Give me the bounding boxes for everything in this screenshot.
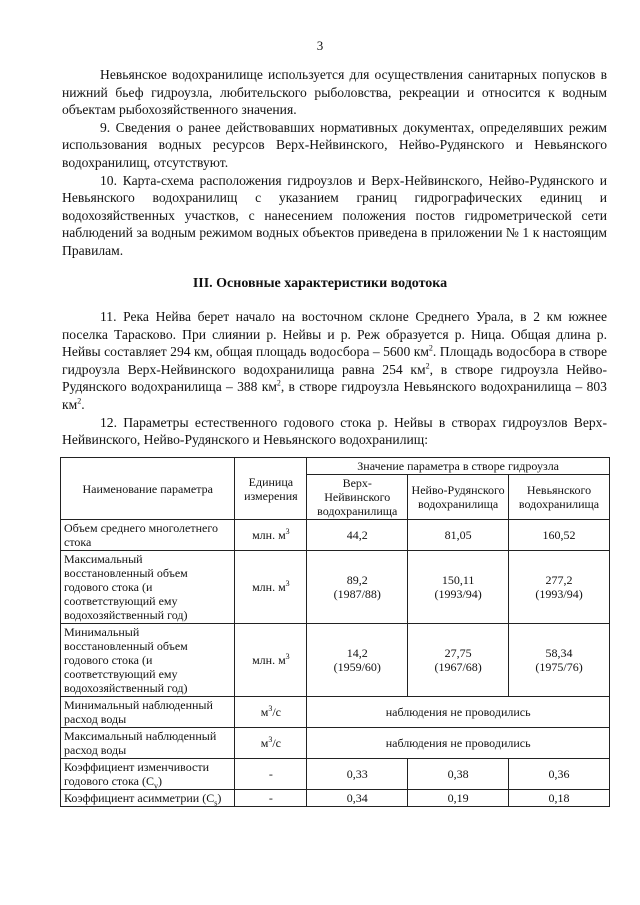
row-name: Минимальный восстановленный объем годового стока (и соответствующий ему водохозяйственный год) [61,624,235,697]
row-value: 0,18 [509,790,610,807]
section-heading: III. Основные характеристики водотока [192,276,448,291]
row-value: 58,34 (1975/76) [509,624,610,697]
row-value: 81,05 [408,520,509,551]
paragraph-10: 10. Карта-схема расположения гидроузлов и Верх-Нейвинского, Нейво-Рудянского и Невьянского водохранилищ с указанием границ гидрографических единиц и водохозяйственных участков, с нанесением положения постов гидрометрической сети наблюдений за водным режимом водных объектов приведена в приложении № 1 к настоящим Правилам. [62,172,607,258]
header-nevyanskoe: Невьянского водохранилища [509,475,610,520]
row-name: Максимальный наблюденный расход воды [61,728,235,759]
body-text-bottom [62,308,607,449]
row-name: Объем среднего многолетнего стока [61,520,235,551]
paragraph-11: 11. Река Нейва берет начало на восточном склоне Среднего Урала, в 2 км южнее поселка Тарасково. При слиянии р. Нейвы и р. Реж образуется р. Ница. Общая длина р. Нейвы составляет 294 км, общая площадь водосбора – 5600 $км^2$. Площадь водосбора в створе гидроузла Верх-Нейвинского водохранилища равна 254 $км^2$, в створе гидроузла Нейво-Рудянского водохранилища – 388 $км^2$, в створе гидроузла Невьянского водохранилища – 803 $км^2$. [62,309,607,412]
row-unit: млн. $м^3$ [235,551,307,624]
row-merged-value: наблюдения не проводились [307,697,610,728]
row-value: 0,38 [408,759,509,790]
table-header-row [61,458,610,475]
row-unit: $м^3/с$ [235,728,307,759]
row-value: 89,2 (1987/88) [307,551,408,624]
row-name: Коэффициент асимметрии $(C_s)$ [61,790,235,807]
page-number: 3 [316,38,324,53]
row-unit: млн. $м^3$ [235,624,307,697]
row-value: 0,36 [509,759,610,790]
body-text-top [62,66,607,260]
header-unit: Единица измерения [235,458,307,520]
row-unit: $м^3/с$ [235,697,307,728]
table-row [61,759,610,790]
table-row [61,697,610,728]
row-name: Коэффициент изменчивости годового стока $(C_v)$ [61,759,235,790]
row-value: 14,2 (1959/60) [307,624,408,697]
table-row [61,790,610,807]
table-row [61,624,610,697]
row-value: 0,34 [307,790,408,807]
paragraph-reservoir-use: Невьянское водохранилище используется для осуществления санитарных попусков в нижний бьеф гидроузла, любительского рыболовства, рекреации и относится к водным объектам рыбохозяйственного значения. [62,67,607,118]
row-unit: - [235,790,307,807]
row-unit: млн. $м^3$ [235,520,307,551]
header-verkh-neyvinskoe: Верх-Нейвинского водохранилища [307,475,408,520]
table-row [61,551,610,624]
paragraph-12: 12. Параметры естественного годового стока р. Нейвы в створах гидроузлов Верх-Нейвинского, Нейво-Рудянского и Невьянского водохранилищ: [62,414,607,448]
row-name: Максимальный восстановленный объем годового стока (и соответствующий ему водохозяйственный год) [61,551,235,624]
table-row [61,520,610,551]
row-value: 0,33 [307,759,408,790]
header-value-group: Значение параметра в створе гидроузла [307,458,610,475]
row-value: 27,75 (1967/68) [408,624,509,697]
row-value: 44,2 [307,520,408,551]
row-value: 150,11 (1993/94) [408,551,509,624]
row-name: Минимальный наблюденный расход воды [61,697,235,728]
paragraph-9: 9. Сведения о ранее действовавших нормативных документах, определявших режим использования водных ресурсов Верх-Нейвинского, Нейво-Рудянского и Невьянского водохранилищ, отсутствуют. [62,119,607,170]
table-row [61,728,610,759]
row-unit: - [235,759,307,790]
header-neyvo-rudyanskoe: Нейво-Рудянского водохранилища [408,475,509,520]
row-value: 160,52 [509,520,610,551]
runoff-parameters-table [60,457,610,807]
row-value: 277,2 (1993/94) [509,551,610,624]
row-value: 0,19 [408,790,509,807]
header-parameter-name: Наименование параметра [61,458,235,520]
row-merged-value: наблюдения не проводились [307,728,610,759]
